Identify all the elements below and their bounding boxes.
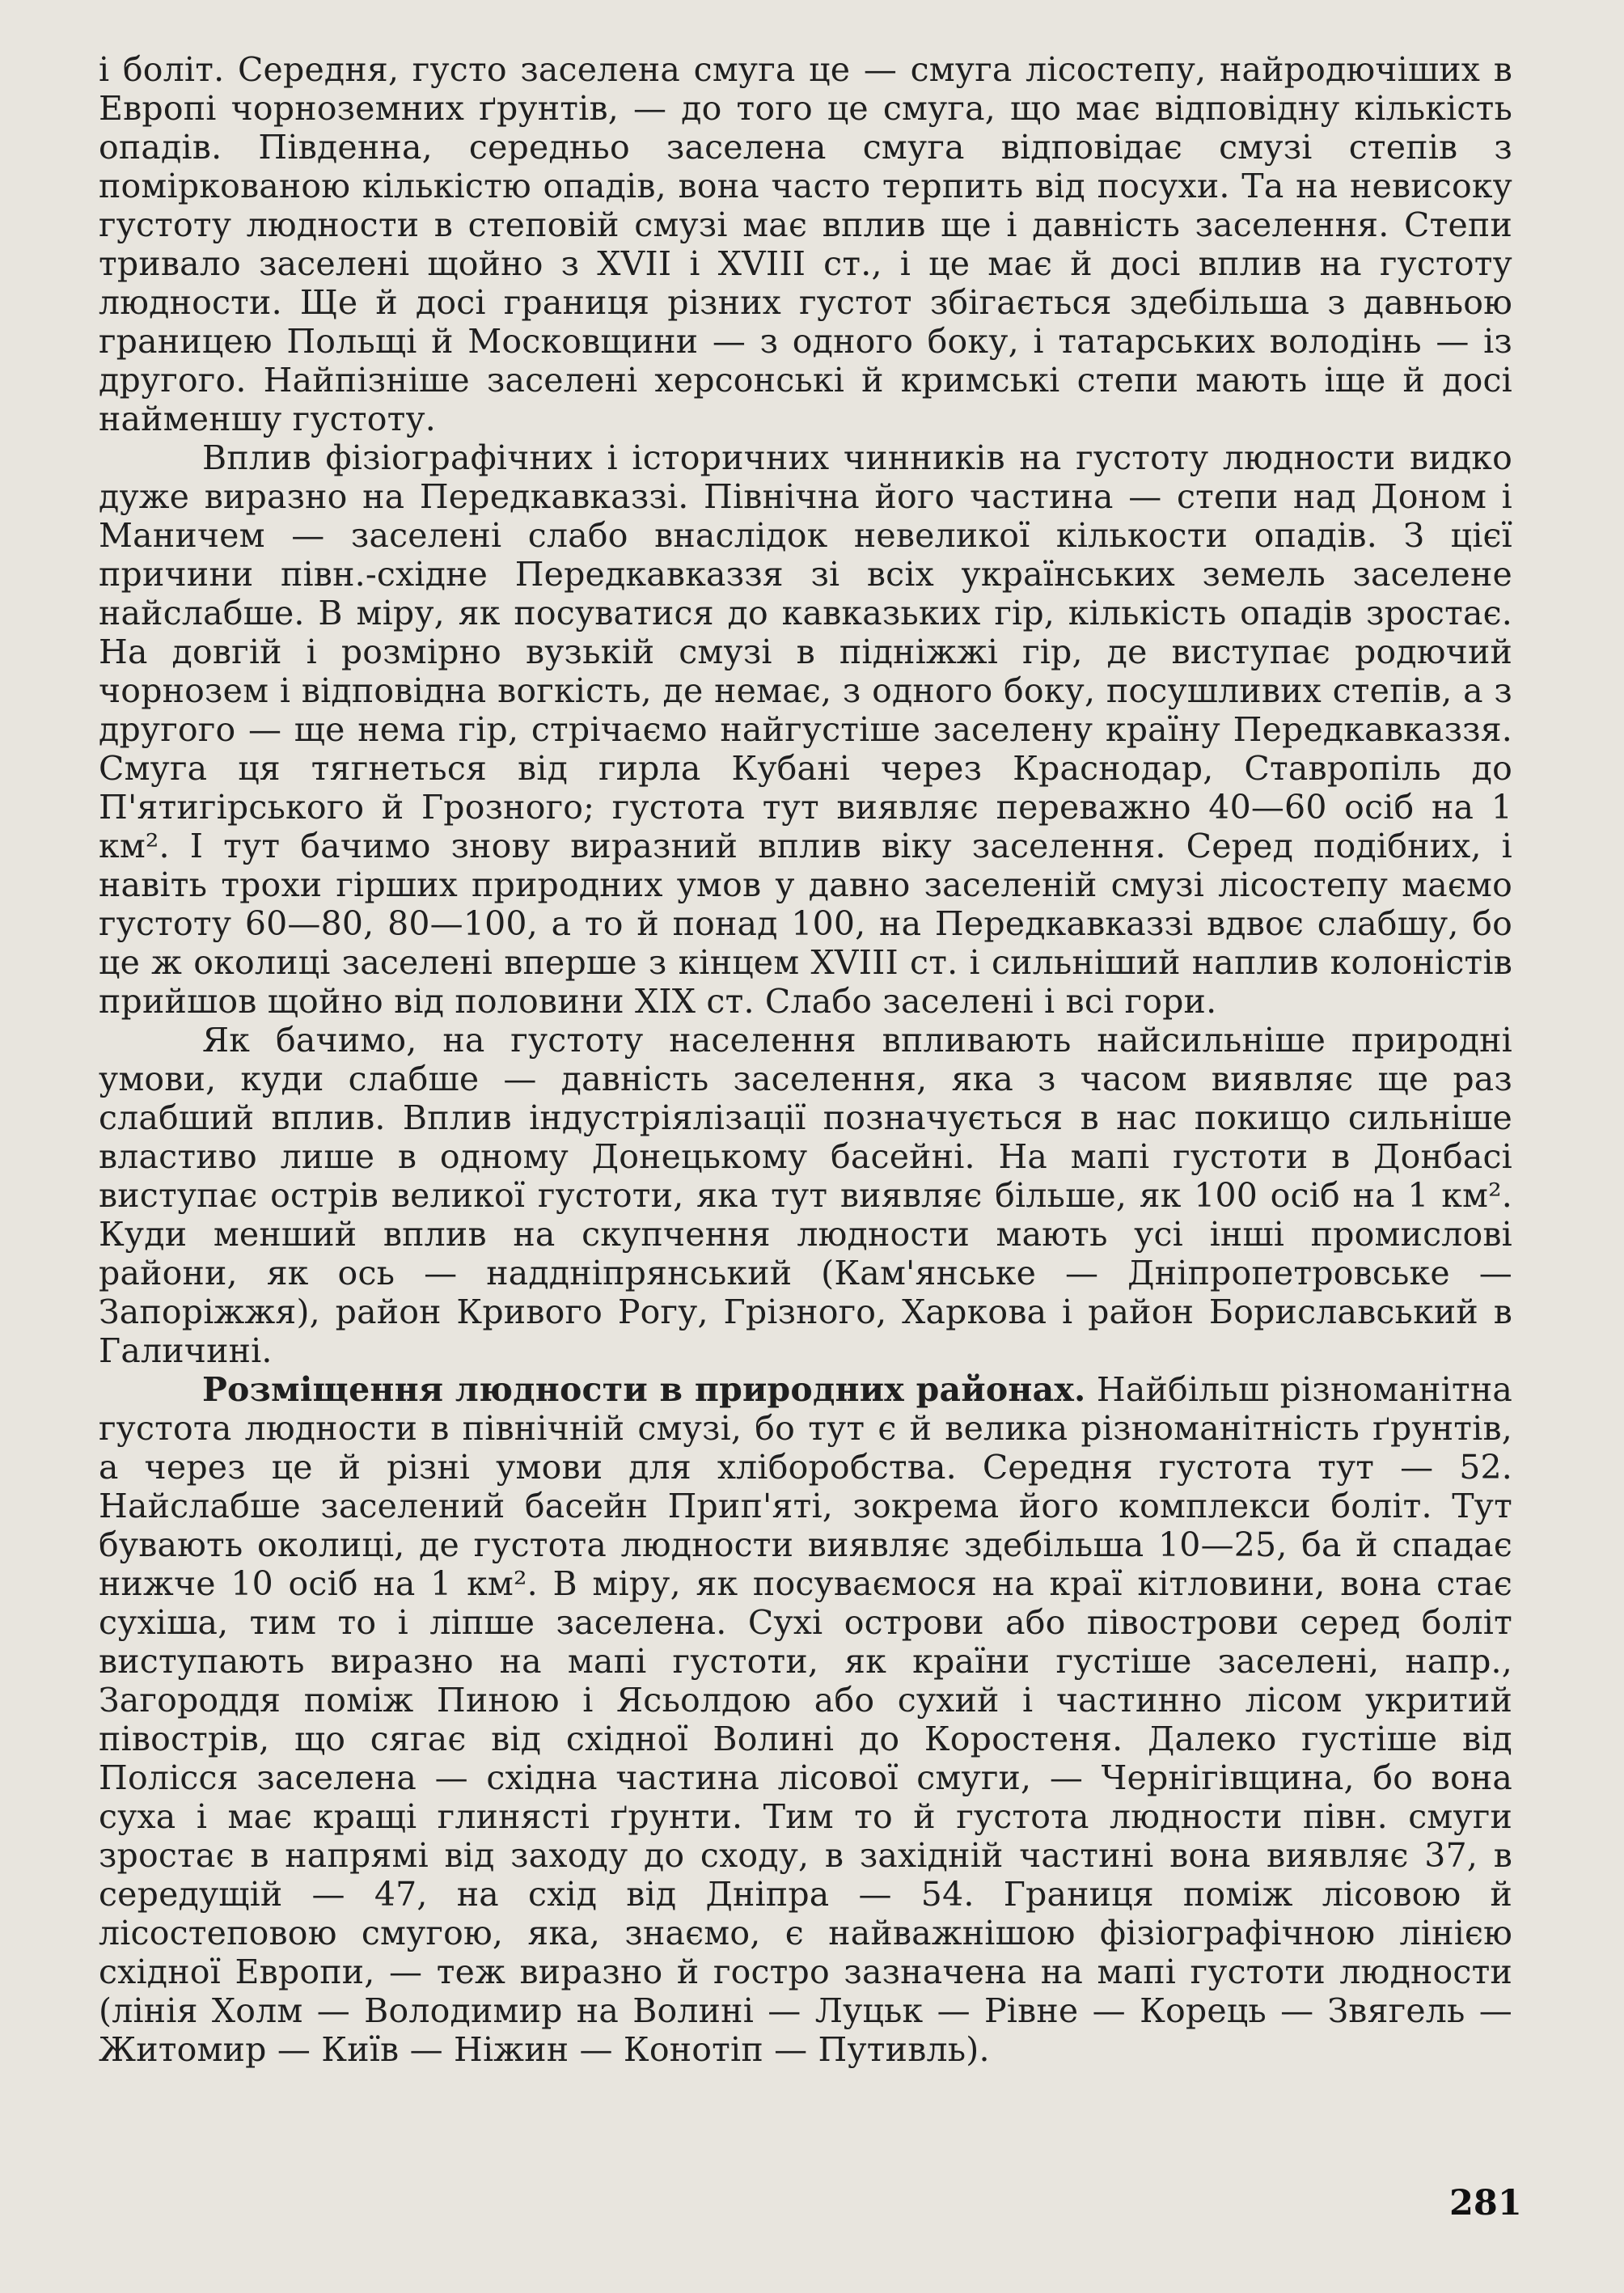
paragraph-4-text: Найбільш різноманітна густота людности в північній смузі, бо тут є й велика різноманітність ґрунтів, а через це й різні умови для хліборобства. Середня густота тут — 52. Найслабше заселений басейн Прип'яті, зокрема його комплекси боліт. Тут бувають околиці, де густота людности виявляє здебільша 10—25, ба й спадає нижче 10 осіб на 1 км². В міру, як посуваємося на краї кітловини, вона стає сухіша, тим то і ліпше заселена. Сухі острови або півострови серед боліт виступають виразно на мапі густоти, як країни густіше заселені, напр., Загороддя поміж Пиною і Ясьолдою або сухий і частинно лісом укритий півострів, що сягає від східної Волині до Коростеня. Далеко густіше від Полісся заселена — східна частина лісової смуги, — Чернігівщина, бо вона суха і має кращі глинясті ґрунти. Тим то й густота людности півн. смуги зростає в напрямі від заходу до сходу, в західній частині вона виявляє 37, в середущій — 47, на схід від Дніпра — 54. Границя поміж лісовою й лісостеповою смугою, яка, знаємо, є найважнішою фізіографічною лінією східної Европи, — теж виразно й гостро зазначена на мапі густоти людности (лінія Холм — Володимир на Волині — Луцьк — Рівне — Корець — Звягель — Житомир — Київ — Ніжин — Конотіп — Путивль). — [99, 1370, 1513, 2069]
paragraph-2: Вплив фізіографічних і історичних чинників на густоту людности видко дуже виразно на Передкавказзі. Північна його частина — степи над Доном і Маничем — заселені слабо внаслідок невеликої кількости опадів. З цієї причини півн.-східне Передкавказзя зі всіх українських земель заселене найслабше. В міру, як посуватися до кавказьких гір, кількість опадів зростає. На довгій і розмірно вузькій смузі в підніжжі гір, де виступає родючий чорнозем і відповідна вогкість, де немає, з одного боку, посушливих степів, а з другого — ще нема гір, стрічаємо найгустіше заселену країну Передкавказзя. Смуга ця тягнеться від гирла Кубані через Краснодар, Ставропіль до П'ятигірського й Грозного; густота тут виявляє переважно 40—60 осіб на 1 км². І тут бачимо знову виразний вплив віку заселення. Серед подібних, і навіть трохи гірших природних умов у давно заселеній смузі лісостепу маємо густоту 60—80, 80—100, а то й понад 100, на Передкавказзі вдвоє слабшу, бо це ж околиці заселені вперше з кінцем XVIII ст. і сильніший наплив колоністів прийшов щойно від половини XIX ст. Слабо заселені і всі гори. — [99, 438, 1512, 1021]
paragraph-1: і боліт. Середня, густо заселена смуга це — смуга лісостепу, найродючіших в Европі чорноземних ґрунтів, — до того це смуга, що має відповідну кількість опадів. Південна, середньо заселена смуга відповідає смузі степів з поміркованою кількістю опадів, вона часто терпить від посухи. Та на невисоку густоту людности в степовій смузі має вплив ще і давність заселення. Степи тривало заселені щойно з XVII і XVIII ст., і це має й досі вплив на густоту людности. Ще й досі границя різних густот збігається здебільша з давньою границею Польщі й Московщини — з одного боку, і татарських володінь — із другого. Найпізніше заселені херсонські й кримські степи мають іще й досі найменшу густоту. — [99, 50, 1512, 438]
section-heading: Розміщення людности в природних районах. — [202, 1370, 1086, 1409]
paragraph-3: Як бачимо, на густоту населення впливають найсильніше природні умови, куди слабше — давність заселення, яка з часом виявляє ще раз слабший вплив. Вплив індустріялізації позначується в нас покищо сильніше властиво лише в одному Донецькому басейні. На мапі густоти в Донбасі виступає острів великої густоти, яка тут виявляє більше, як 100 осіб на 1 км². Куди менший вплив на скупчення людности мають усі інші промислові райони, як ось — наддніпрянський (Кам'янське — Дніпропетровське — Запоріжжя), район Кривого Рогу, Грізного, Харкова і район Бориславський в Галичині. — [99, 1021, 1512, 1370]
page-number: 281 — [1449, 2183, 1522, 2223]
body-text — [99, 50, 1512, 2069]
paragraph-4 — [99, 1370, 1512, 2069]
